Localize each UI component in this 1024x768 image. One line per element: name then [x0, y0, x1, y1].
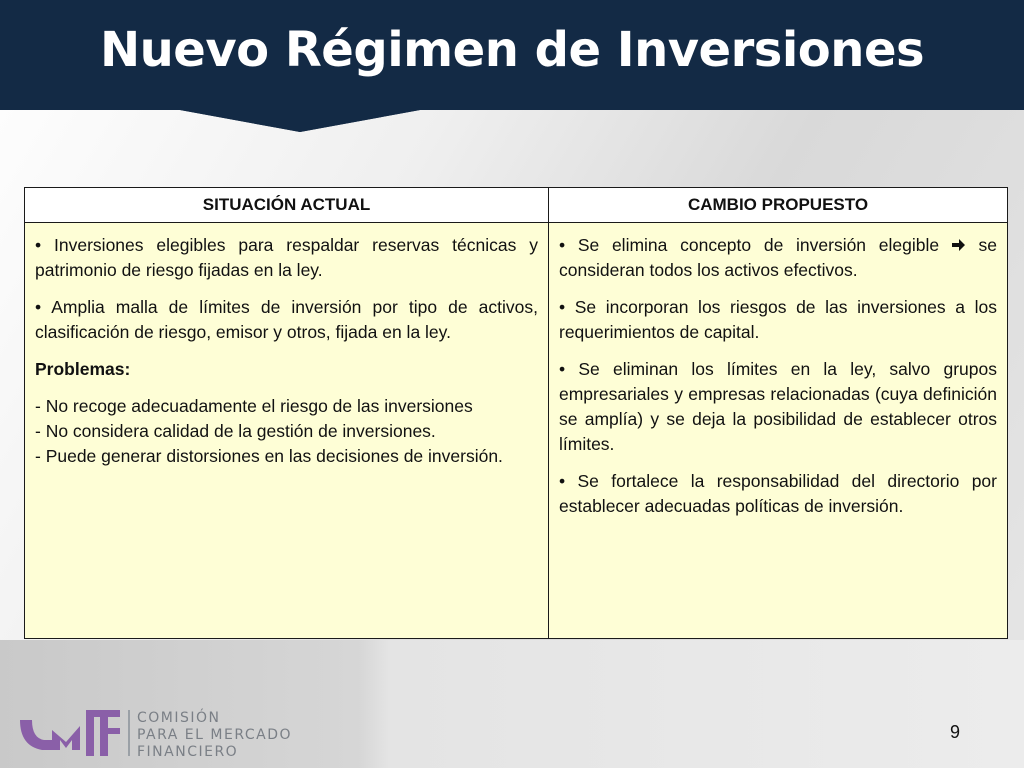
page-number: 9 [949, 722, 960, 742]
list-item: • Se fortalece la responsabilidad del directorio por establecer adecuadas políticas de inversión. [559, 471, 997, 516]
problem-item: - Puede generar distorsiones en las decisiones de inversión. [35, 446, 503, 466]
problem-item: - No considera calidad de la gestión de inversiones. [35, 421, 436, 441]
arrow-right-icon [952, 238, 966, 252]
cell-current-situation [25, 223, 549, 639]
list-item: • Amplia malla de límites de inversión por tipo de activos, clasificación de riesgo, emisor y otros, fijada en la ley. [35, 297, 538, 342]
title-banner [0, 0, 1024, 110]
list-item: • Se incorporan los riesgos de las inversiones a los requerimientos de capital. [559, 297, 997, 342]
comparison-table [24, 187, 1008, 639]
list-item-text: se consideran todos los activos efectivos. [559, 235, 997, 280]
problem-item: - No recoge adecuadamente el riesgo de las inversiones [35, 396, 473, 416]
banner-notch [0, 108, 1024, 134]
list-item-text: • Se elimina concepto de inversión elegible [559, 235, 952, 255]
list-item [559, 233, 997, 283]
table-body-row [25, 223, 1008, 639]
problems-heading: Problemas: [35, 359, 131, 379]
logo-wordmark [137, 710, 292, 761]
cell-proposed-change [549, 223, 1008, 639]
list-item: • Inversiones elegibles para respaldar reservas técnicas y patrimonio de riesgo fijadas en la ley. [35, 235, 538, 280]
header-proposed-change: CAMBIO PROPUESTO [549, 188, 1008, 223]
table-header-row [25, 188, 1008, 223]
logo-line: FINANCIERO [137, 744, 239, 760]
logo-line: COMISIÓN [137, 710, 221, 726]
list-item: • Se eliminan los límites en la ley, salvo grupos empresariales y empresas relacionadas (cuya definición se amplía) y se deja la posibilidad de establecer otros límites. [559, 359, 997, 454]
header-current-situation: SITUACIÓN ACTUAL [25, 188, 549, 223]
logo-line: PARA EL MERCADO [137, 727, 293, 743]
page-title: Nuevo Régimen de Inversiones [99, 22, 925, 78]
